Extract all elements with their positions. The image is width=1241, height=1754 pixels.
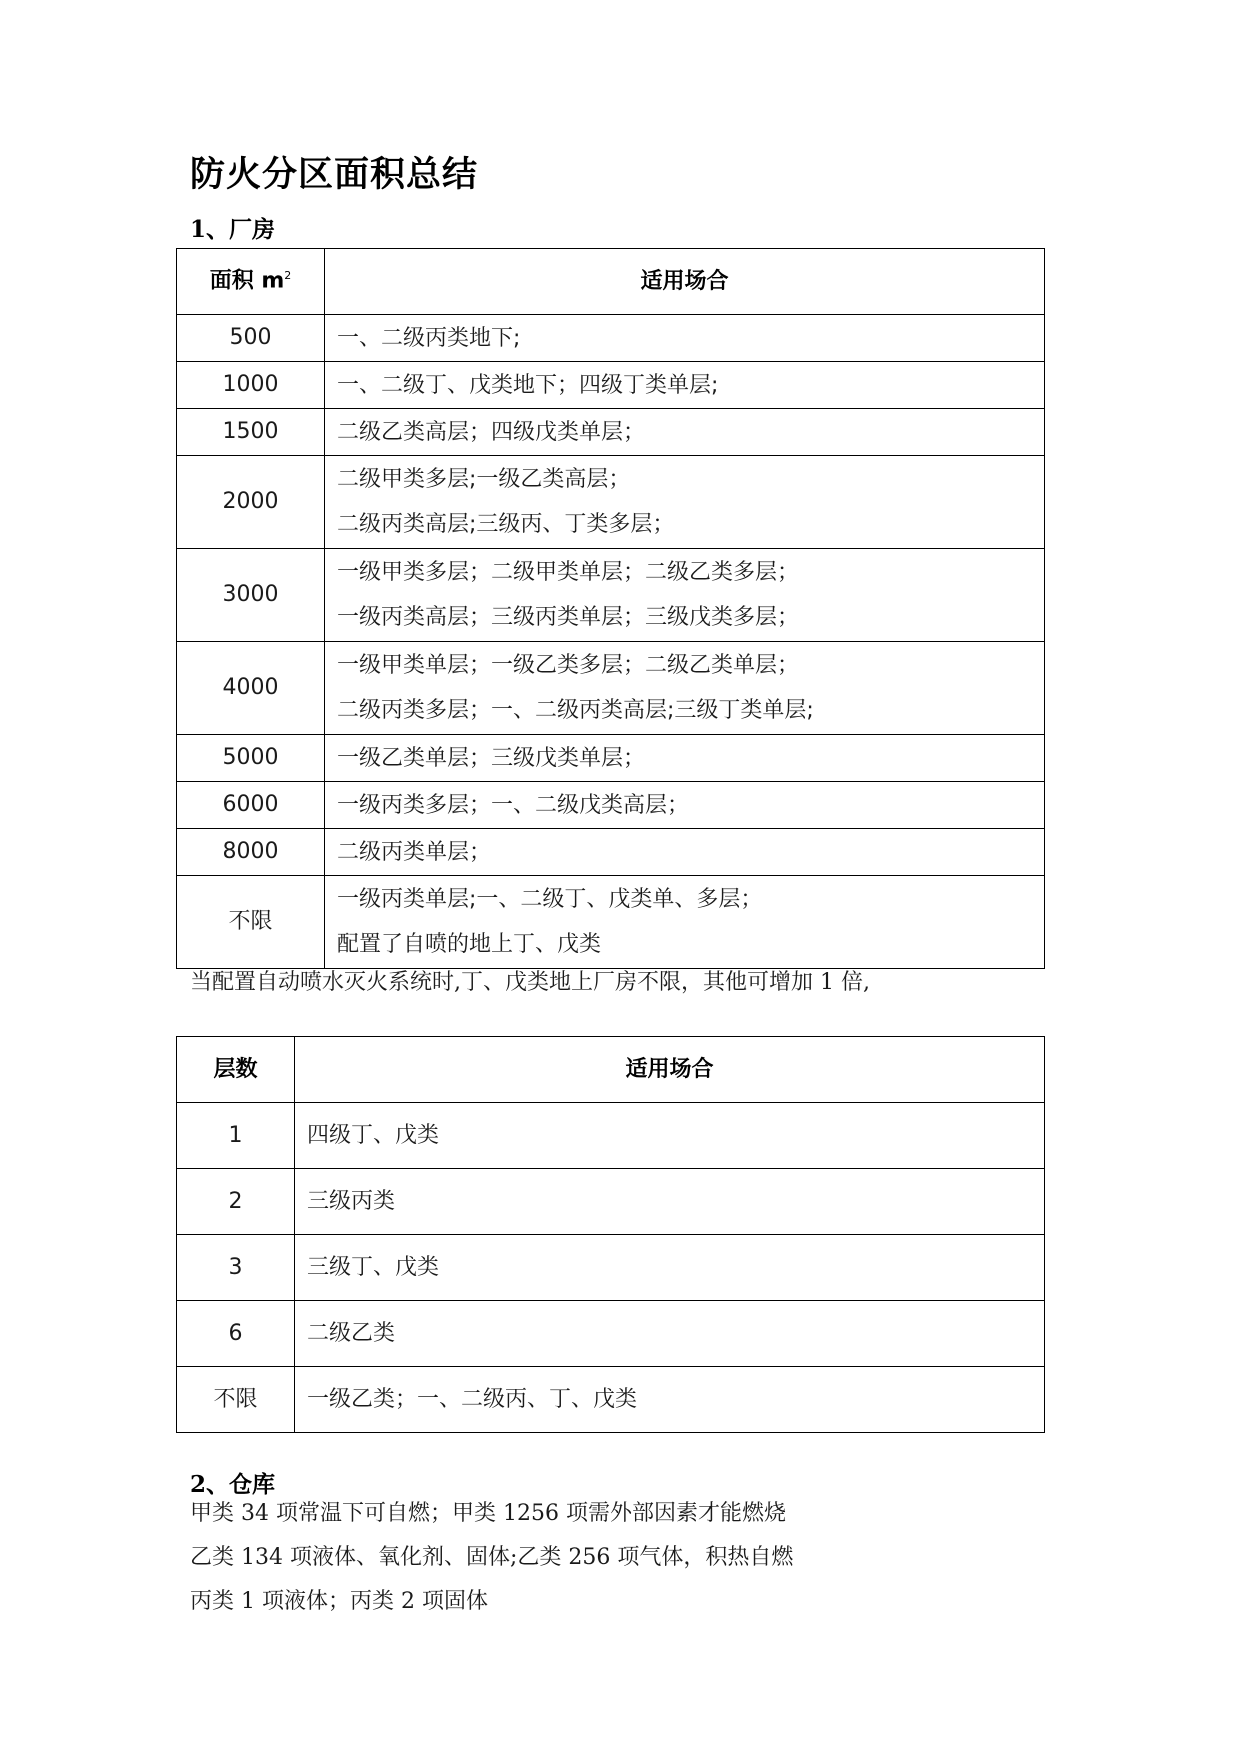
use-cell: 三级丁、戊类 [295, 1235, 1045, 1301]
table-row [177, 1367, 1045, 1433]
floors-value: 1 [177, 1103, 295, 1169]
floors-table-body [177, 1103, 1045, 1433]
table-row [177, 409, 1045, 456]
use-cell: 一级乙类；一、二级丙、丁、戊类 [295, 1367, 1045, 1433]
table-row [177, 829, 1045, 876]
use-line: 二级乙类高层；四级戊类单层； [337, 419, 646, 445]
area-value: 不限 [177, 876, 325, 969]
use-line: 二级丙类单层； [337, 839, 492, 865]
sprinkler-note: 当配置自动喷水灭火系统时,丁、戊类地上厂房不限，其他可增加 1 倍, [190, 970, 870, 995]
use-line: 一级甲类多层；二级甲类单层；二级乙类多层； [337, 560, 800, 585]
use-line: 二级甲类多层;一级乙类高层； [337, 467, 631, 492]
area-value: 4000 [177, 642, 325, 735]
table-row [177, 1235, 1045, 1301]
use-line: 一级丙类多层；一、二级戊类高层； [337, 792, 690, 818]
table-row [177, 362, 1045, 409]
use-line: 一级甲类单层；一级乙类多层；二级乙类单层； [337, 653, 800, 678]
table-row [177, 1169, 1045, 1235]
use-cell [325, 735, 1045, 782]
use-line: 一级乙类单层；三级戊类单层； [337, 745, 646, 771]
area-column-header: 面积 $m^2$ [177, 249, 325, 315]
use-cell: 四级丁、戊类 [295, 1103, 1045, 1169]
area-value: 5000 [177, 735, 325, 782]
area-value: 1500 [177, 409, 325, 456]
use-line: 一、二级丙类地下; [337, 325, 521, 351]
table-row [177, 642, 1045, 735]
use-line: 一级丙类高层；三级丙类单层；三级戊类多层； [337, 605, 800, 630]
use-column-header: 适用场合 [325, 249, 1045, 315]
area-value: 3000 [177, 549, 325, 642]
use-cell [325, 549, 1045, 642]
area-value: 8000 [177, 829, 325, 876]
area-table-header-row [177, 249, 1045, 315]
area-table [176, 248, 1045, 969]
use-cell [325, 409, 1045, 456]
use-cell: 三级丙类 [295, 1169, 1045, 1235]
warehouse-line: 甲类 34 项常温下可自燃；甲类 1256 项需外部因素才能燃烧 [190, 1501, 786, 1526]
page-title: 防火分区面积总结 [190, 155, 479, 195]
area-value: 1000 [177, 362, 325, 409]
table-row [177, 735, 1045, 782]
use-line: 二级丙类高层;三级丙、丁类多层； [337, 512, 675, 537]
floors-column-header: 层数 [177, 1037, 295, 1103]
floors-table [176, 1036, 1045, 1433]
floors-value: 6 [177, 1301, 295, 1367]
area-table-body [177, 315, 1045, 969]
table-row [177, 456, 1045, 549]
use-line: 一、二级丁、戊类地下；四级丁类单层; [337, 372, 719, 398]
table-row [177, 549, 1045, 642]
use-cell: 二级乙类 [295, 1301, 1045, 1367]
table-row [177, 315, 1045, 362]
use-line: 一级丙类单层;一、二级丁、戊类单、多层； [337, 887, 763, 912]
area-value: 500 [177, 315, 325, 362]
use-cell [325, 829, 1045, 876]
floors-value: 3 [177, 1235, 295, 1301]
floors-table-header-row [177, 1037, 1045, 1103]
section-heading-factory: 1、厂房 [190, 216, 276, 243]
use-cell [325, 315, 1045, 362]
floors-value: 不限 [177, 1367, 295, 1433]
table-row [177, 1301, 1045, 1367]
warehouse-line: 丙类 1 项液体；丙类 2 项固体 [190, 1589, 488, 1614]
floors-value: 2 [177, 1169, 295, 1235]
use-cell [325, 362, 1045, 409]
use-cell [325, 876, 1045, 969]
section-heading-warehouse: 2、仓库 [190, 1471, 276, 1498]
warehouse-line: 乙类 134 项液体、氧化剂、固体;乙类 256 项气体，积热自燃 [190, 1545, 794, 1570]
area-value: 6000 [177, 782, 325, 829]
use-cell [325, 456, 1045, 549]
table-row [177, 1103, 1045, 1169]
use-cell [325, 782, 1045, 829]
table-row [177, 876, 1045, 969]
use-line: 配置了自喷的地上丁、戊类 [337, 932, 602, 957]
use-cell [325, 642, 1045, 735]
table-row [177, 782, 1045, 829]
area-value: 2000 [177, 456, 325, 549]
floors-use-column-header: 适用场合 [295, 1037, 1045, 1103]
use-line: 二级丙类多层；一、二级丙类高层;三级丁类单层; [337, 698, 814, 723]
